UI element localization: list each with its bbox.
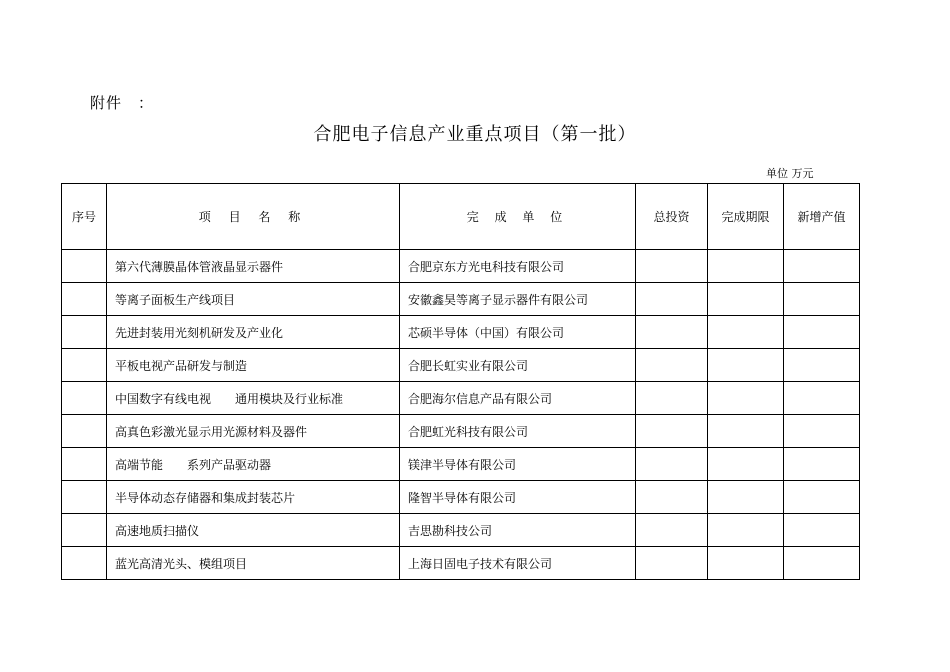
row-number — [62, 547, 107, 580]
table-row — [62, 415, 860, 448]
deadline-cell — [708, 448, 784, 481]
new-output-cell — [784, 481, 860, 514]
project-name: 等离子面板生产线项目 — [107, 283, 400, 316]
company-name: 芯硕半导体（中国）有限公司 — [400, 316, 636, 349]
project-name: 高速地质扫描仪 — [107, 514, 400, 547]
row-number — [62, 250, 107, 283]
table-row — [62, 547, 860, 580]
row-number — [62, 415, 107, 448]
total-investment-cell — [636, 283, 708, 316]
project-table — [61, 183, 860, 580]
row-number — [62, 514, 107, 547]
unit-label: 单位 万元 — [766, 167, 814, 180]
company-name: 合肥京东方光电科技有限公司 — [400, 250, 636, 283]
deadline-cell — [708, 547, 784, 580]
total-investment-cell — [636, 481, 708, 514]
deadline-cell — [708, 514, 784, 547]
table-row — [62, 349, 860, 382]
deadline-cell — [708, 415, 784, 448]
table-row — [62, 448, 860, 481]
header-company: 完 成 单 位 — [400, 184, 636, 250]
row-number — [62, 448, 107, 481]
deadline-cell — [708, 283, 784, 316]
table-row — [62, 481, 860, 514]
project-name: 中国数字有线电视 通用模块及行业标准 — [107, 382, 400, 415]
row-number — [62, 481, 107, 514]
total-investment-cell — [636, 415, 708, 448]
deadline-cell — [708, 349, 784, 382]
header-new-output: 新增产值 — [784, 184, 860, 250]
project-name: 高端节能 系列产品驱动器 — [107, 448, 400, 481]
new-output-cell — [784, 415, 860, 448]
row-number — [62, 382, 107, 415]
deadline-cell — [708, 316, 784, 349]
project-name: 先进封装用光刻机研发及产业化 — [107, 316, 400, 349]
company-name: 吉思勘科技公司 — [400, 514, 636, 547]
company-name: 合肥海尔信息产品有限公司 — [400, 382, 636, 415]
project-name: 蓝光高清光头、模组项目 — [107, 547, 400, 580]
row-number — [62, 316, 107, 349]
table-header-row — [62, 184, 860, 250]
total-investment-cell — [636, 316, 708, 349]
new-output-cell — [784, 316, 860, 349]
table-row — [62, 316, 860, 349]
company-name: 上海日固电子技术有限公司 — [400, 547, 636, 580]
new-output-cell — [784, 514, 860, 547]
company-name: 镁津半导体有限公司 — [400, 448, 636, 481]
new-output-cell — [784, 547, 860, 580]
project-name: 第六代薄膜晶体管液晶显示器件 — [107, 250, 400, 283]
table-row — [62, 283, 860, 316]
new-output-cell — [784, 382, 860, 415]
new-output-cell — [784, 250, 860, 283]
total-investment-cell — [636, 514, 708, 547]
deadline-cell — [708, 382, 784, 415]
row-number — [62, 283, 107, 316]
page-title: 合肥电子信息产业重点项目（第一批） — [313, 124, 637, 145]
company-name: 隆智半导体有限公司 — [400, 481, 636, 514]
total-investment-cell — [636, 349, 708, 382]
header-total-investment: 总投资 — [636, 184, 708, 250]
header-number: 序号 — [62, 184, 107, 250]
deadline-cell — [708, 250, 784, 283]
header-deadline: 完成期限 — [708, 184, 784, 250]
deadline-cell — [708, 481, 784, 514]
new-output-cell — [784, 283, 860, 316]
table-row — [62, 382, 860, 415]
company-name: 安徽鑫昊等离子显示器件有限公司 — [400, 283, 636, 316]
total-investment-cell — [636, 448, 708, 481]
project-name: 高真色彩激光显示用光源材料及器件 — [107, 415, 400, 448]
company-name: 合肥虹光科技有限公司 — [400, 415, 636, 448]
total-investment-cell — [636, 382, 708, 415]
company-name: 合肥长虹实业有限公司 — [400, 349, 636, 382]
total-investment-cell — [636, 250, 708, 283]
header-project-name: 项 目 名 称 — [107, 184, 400, 250]
attachment-label: 附件 ： — [90, 94, 155, 112]
row-number — [62, 349, 107, 382]
table-row — [62, 514, 860, 547]
total-investment-cell — [636, 547, 708, 580]
project-name: 平板电视产品研发与制造 — [107, 349, 400, 382]
new-output-cell — [784, 448, 860, 481]
new-output-cell — [784, 349, 860, 382]
project-name: 半导体动态存储器和集成封装芯片 — [107, 481, 400, 514]
table-row — [62, 250, 860, 283]
